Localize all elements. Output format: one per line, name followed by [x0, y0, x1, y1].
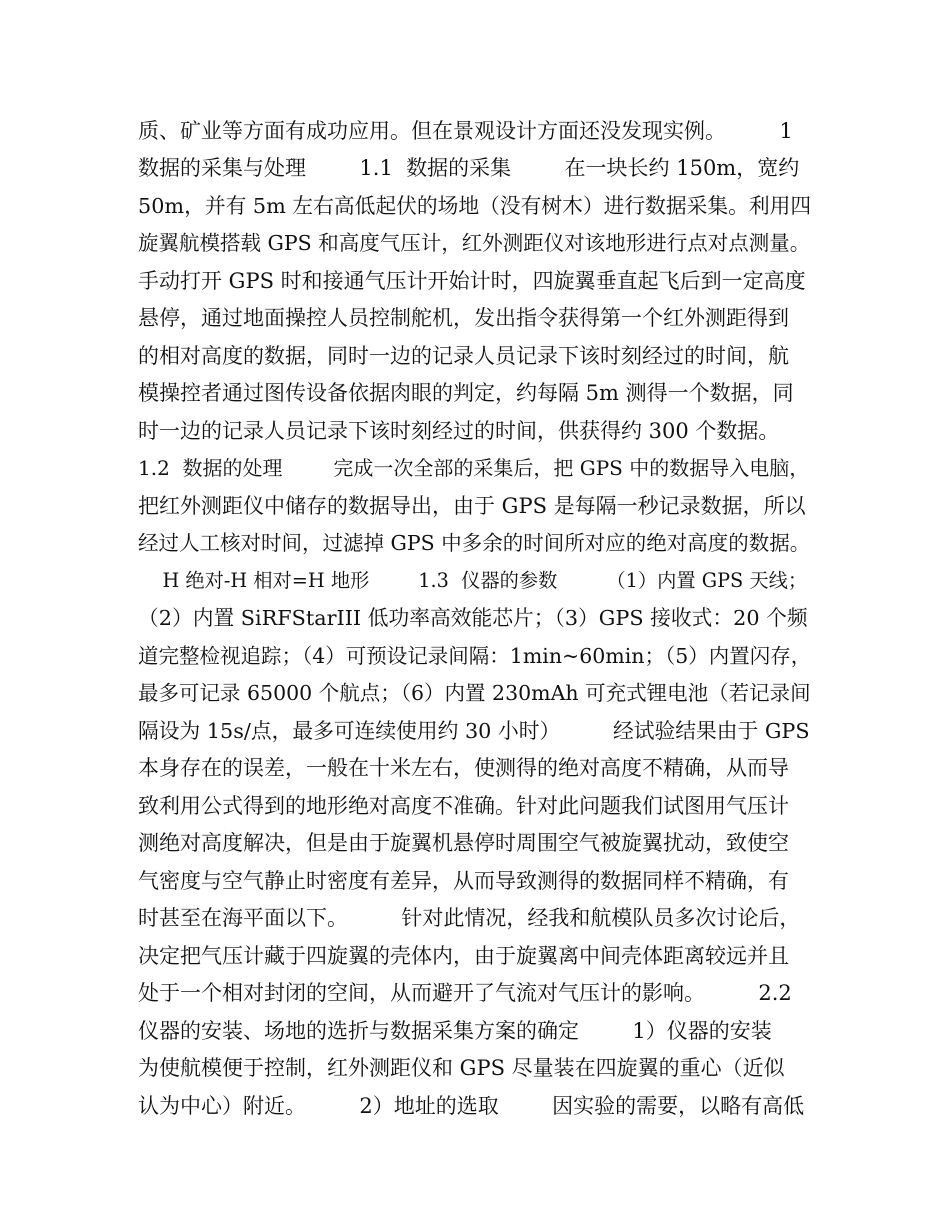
text-line: 道完整检视追踪；（4）可预设记录间隔：1min~60min；（5）内置闪存，: [138, 644, 812, 668]
text-line: 处于一个相对封闭的空间，从而避开了气流对气压计的影响。 2.2: [138, 981, 792, 1005]
text-line: 的相对高度的数据，同时一边的记录人员记录下该时刻经过的时间，航: [138, 344, 789, 368]
text-line: 致利用公式得到的地形绝对高度不准确。针对此问题我们试图用气压计: [138, 794, 789, 818]
text-line: 最多可记录 65000 个航点；（6）内置 230mAh 可充式锂电池（若记录间: [138, 681, 811, 705]
text-line: 50m，并有 5m 左右高低起伏的场地（没有树木）进行数据采集。利用四: [138, 194, 812, 218]
text-line: 为使航模便于控制，红外测距仪和 GPS 尽量装在四旋翼的重心（近似: [138, 1056, 785, 1080]
text-line: 质、矿业等方面有成功应用。但在景观设计方面还没发现实例。 1: [138, 119, 793, 143]
text-line: 测绝对高度解决，但是由于旋翼机悬停时周围空气被旋翼扰动，致使空: [138, 831, 789, 855]
text-line: 气密度与空气静止时密度有差异，从而导致测得的数据同样不精确，有: [138, 869, 789, 893]
text-line: 旋翼航模搭载 GPS 和高度气压计，红外测距仪对该地形进行点对点测量。: [138, 231, 811, 255]
text-line: 决定把气压计藏于四旋翼的壳体内，由于旋翼离中间壳体距离较远并且: [138, 944, 789, 968]
text-line: 时甚至在海平面以下。 针对此情况，经我和航模队员多次讨论后，: [138, 906, 801, 930]
text-line: 悬停，通过地面操控人员控制舵机，发出指令获得第一个红外测距得到: [138, 306, 789, 330]
text-line: 本身存在的误差，一般在十米左右，使测得的绝对高度不精确，从而导: [138, 756, 789, 780]
text-line: H 绝对-H 相对=H 地形 1.3 仪器的参数 （1）内置 GPS 天线；: [138, 569, 808, 592]
text-line: 手动打开 GPS 时和接通气压计开始计时，四旋翼垂直起飞后到一定高度: [138, 269, 806, 293]
text-line: 1.2 数据的处理 完成一次全部的采集后，把 GPS 中的数据导入电脑，: [138, 456, 810, 480]
text-line: （2）内置 SiRFStarIII 低功率高效能芯片；（3）GPS 接收式：20 个频: [138, 606, 808, 630]
text-line: 数据的采集与处理 1.1 数据的采集 在一块长约 150m，宽约: [138, 156, 800, 180]
text-line: 模操控者通过图传设备依据肉眼的判定，约每隔 5m 测得一个数据，同: [138, 381, 794, 405]
text-line: 隔设为 15s/点，最多可连续使用约 30 小时） 经试验结果由于 GPS: [138, 719, 810, 743]
text-line: 时一边的记录人员记录下该时刻经过的时间，供获得约 300 个数据。: [138, 419, 780, 443]
text-line: 经过人工核对时间，过滤掉 GPS 中多余的时间所对应的绝对高度的数据。: [138, 531, 811, 555]
text-line: 认为中心）附近。 2）地址的选取 因实验的需要，以略有高低: [138, 1094, 805, 1118]
text-line: 仪器的安装、场地的选折与数据采集方案的确定 1）仪器的安装: [138, 1019, 772, 1043]
text-line: 把红外测距仪中储存的数据导出，由于 GPS 是每隔一秒记录数据，所以: [138, 494, 806, 518]
